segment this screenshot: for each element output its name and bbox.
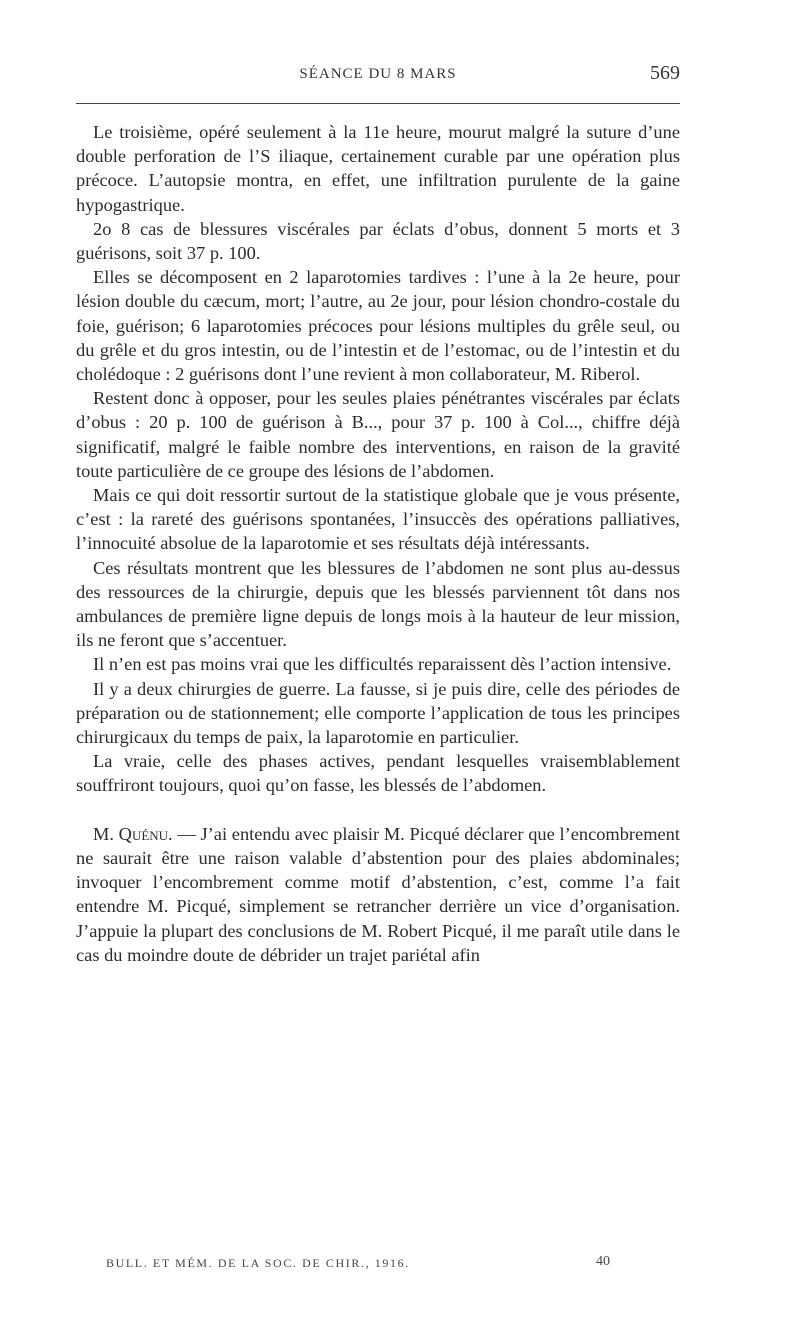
running-header [76,60,680,90]
paragraph: Il y a deux chirurgies de guerre. La fausse, si je puis dire, celle des périodes de préparation ou de stationnement; elle comporte l’application de tous les principes chirurgicaux du temps de paix, la laparotomie en particulier. [76,678,680,748]
paragraph: Elles se décomposent en 2 laparotomies tardives : l’une à la 2e heure, pour lésion double du cæcum, mort; l’autre, au 2e jour, pour lésion chondro-costale du foie, guérison; 6 laparotomies précoces pour lésions multiples du grêle seul, ou du grêle et du gros intestin, ou de l’intestin et de l’estomac, ou de l’intestin et du cholédoque : 2 guérisons dont l’une revient à mon collaborateur, M. Riberol. [76,267,680,385]
paragraph: La vraie, celle des phases actives, pendant lesquelles vraisemblablement souffriront toujours, quoi qu’on fasse, les blessés de l’abdomen. [76,751,680,796]
sheet-number: 40 [596,1254,610,1269]
paragraph: Il n’en est pas moins vrai que les difficultés reparaissent dès l’action intensive. [93,654,672,675]
running-title: SÉANCE DU 8 MARS [299,66,457,82]
paragraph: Ces résultats montrent que les blessures de l’abdomen ne sont plus au-dessus des ressources de la chirurgie, depuis que les blessés parviennent tôt dans nos ambulances de première ligne depuis de longs mois à la hauteur de leur mission, ils ne feront que s’accentuer. [76,557,680,651]
paragraph: 2o 8 cas de blessures viscérales par éclats d’obus, donnent 5 morts et 3 guérisons, soit 37 p. 100. [76,218,680,264]
page-footer [76,1256,680,1280]
page-number: 569 [650,62,680,84]
body-text [76,120,680,967]
paragraph: Restent donc à opposer, pour les seules plaies pénétrantes viscérales par éclats d’obus : 20 p. 100 de guérison à B..., pour 37 p. 100 à Col..., chiffre déjà significatif, malgré le faible nombre des interventions, en raison de la gravité toute particulière de ce groupe des lésions de l’abdomen. [76,388,680,481]
speech-text: — J’ai entendu avec plaisir M. Picqué déclarer que l’encombrement ne saurait être une raison valable d’abstention pour des plaies abdominales; invoquer l’encombrement comme motif d’abstention, c’est, comme l’a fait entendre M. Picqué, simplement se retrancher derrière un vice d’organisation. J’appuie la plupart des conclusions de M. Robert Picqué, il me paraît utile dans le cas du moindre doute de débrider un trajet pariétal afin [76,823,680,965]
header-rule [76,103,680,104]
speech-paragraph [76,822,680,967]
speaker-name: M. Quénu. [93,823,173,844]
journal-citation: BULL. ET MÉM. DE LA SOC. DE CHIR., 1916. [106,1256,410,1270]
paragraph: Le troisième, opéré seulement à la 11e heure, mourut malgré la suture d’une double perforation de l’S iliaque, certainement curable par une opération plus précoce. L’autopsie montra, en effet, une infiltration purulente de la gaine hypogastrique. [76,122,680,215]
paragraph: Mais ce qui doit ressortir surtout de la statistique globale que je vous présente, c’est : la rareté des guérisons spontanées, l’insuccès des opérations palliatives, l’innocuité absolue de la laparotomie et ses résultats déjà intéressants. [76,485,680,554]
